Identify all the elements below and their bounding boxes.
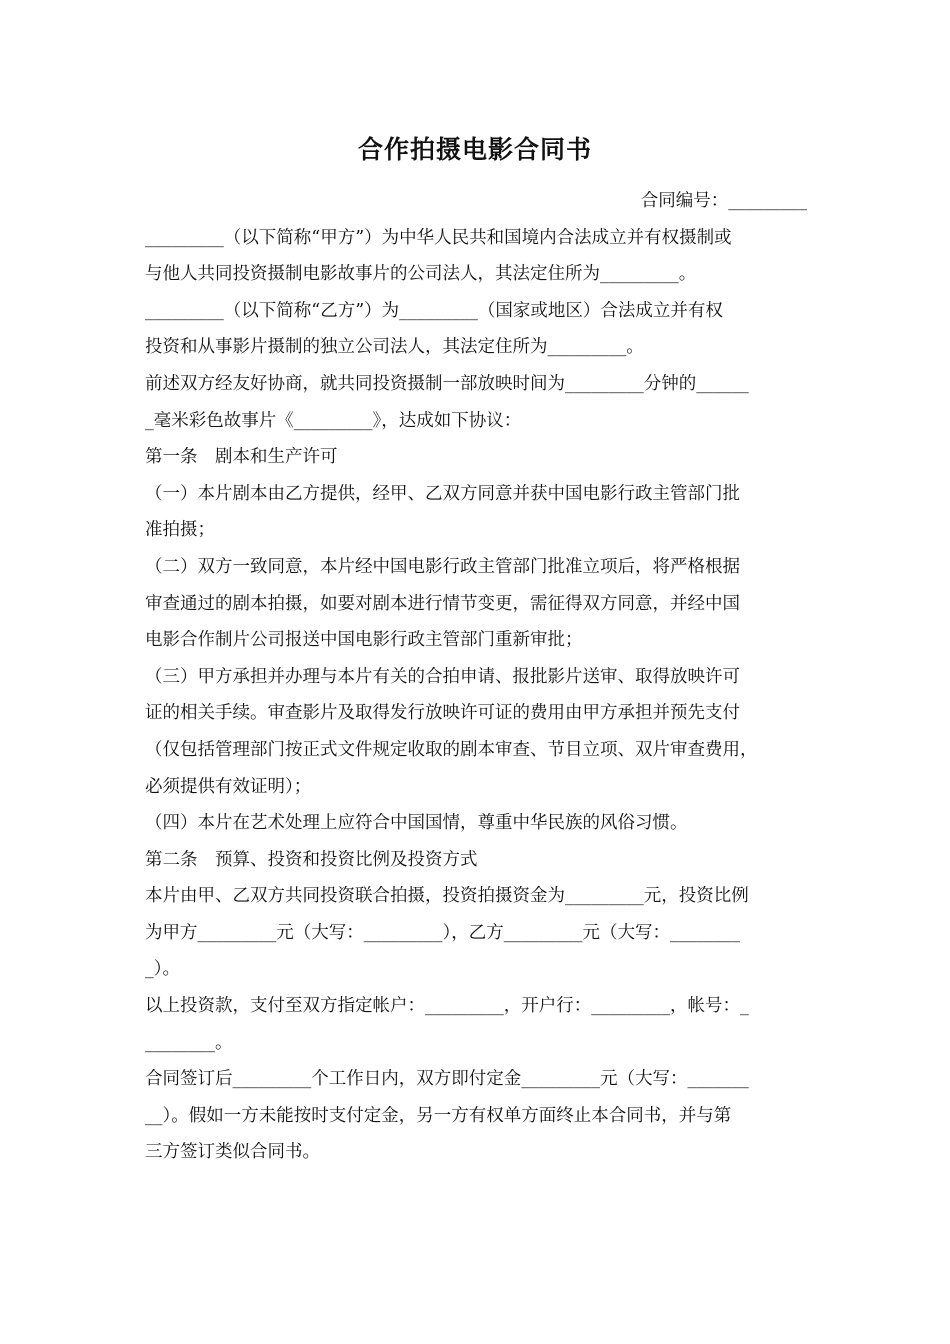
text-line: 为甲方_________元（大写：_________），乙方_________元（大写：________ bbox=[145, 922, 740, 943]
text-line: 必须提供有效证明）； bbox=[145, 776, 312, 797]
text-line: 合同签订后_________个工作日内，双方即付定金_________元（大写：_______ bbox=[145, 1069, 749, 1090]
text-line: 电影合作制片公司报送中国电影行政主管部门重新审批； bbox=[145, 630, 583, 651]
text-line: （仅包括管理部门按正式文件规定收取的剧本审查、节目立项、双片审查费用， bbox=[145, 739, 758, 760]
article-heading: 第二条 预算、投资和投资比例及投资方式 bbox=[145, 849, 478, 870]
text-line: _毫米彩色故事片《_________》，达成如下协议： bbox=[145, 410, 522, 431]
document-body bbox=[145, 183, 807, 1171]
article-heading: 第一条 剧本和生产许可 bbox=[145, 447, 338, 468]
text-line: （一）本片剧本由乙方提供，经甲、乙双方同意并获中国电影行政主管部门批 bbox=[145, 483, 740, 504]
text-line: ________。 bbox=[145, 1032, 233, 1053]
text-line: 审查通过的剧本拍摄，如要对剧本进行情节变更，需征得双方同意，并经中国 bbox=[145, 593, 740, 614]
text-line: 以上投资款，支付至双方指定帐户：_________，开户行：_________，帐号：_ bbox=[145, 996, 749, 1017]
text-line: _）。 bbox=[145, 959, 180, 980]
text-line: __）。假如一方未能按时支付定金，另一方有权单方面终止本合同书，并与第 bbox=[145, 1105, 732, 1126]
text-line: 与他人共同投资摄制电影故事片的公司法人，其法定住所为_________。 bbox=[145, 264, 697, 285]
text-line: 三方签订类似合同书。 bbox=[145, 1142, 320, 1163]
contract-number: 合同编号：_________ bbox=[640, 191, 807, 211]
text-line: _________（以下简称“乙方”）为_________（国家或地区）合法成立并有权 bbox=[145, 300, 723, 321]
text-line: 投资和从事影片摄制的独立公司法人，其法定住所为_________。 bbox=[145, 337, 644, 358]
text-line: 证的相关手续。审查影片及取得发行放映许可证的费用由甲方承担并预先支付 bbox=[145, 703, 740, 724]
text-line: 前述双方经友好协商，就共同投资摄制一部放映时间为_________分钟的______ bbox=[145, 373, 749, 394]
text-line: 准拍摄； bbox=[145, 520, 215, 541]
document-title: 合作拍摄电影合同书 bbox=[357, 135, 592, 164]
text-line: （三）甲方承担并办理与本片有关的合拍申请、报批影片送审、取得放映许可 bbox=[145, 666, 740, 687]
text-line: _________（以下简称“甲方”）为中华人民共和国境内合法成立并有权摄制或 bbox=[145, 227, 732, 248]
text-line: （二）双方一致同意，本片经中国电影行政主管部门批准立项后，将严格根据 bbox=[145, 556, 740, 577]
text-line: 本片由甲、乙双方共同投资联合拍摄，投资拍摄资金为_________元，投资比例 bbox=[145, 886, 749, 907]
text-line: （四）本片在艺术处理上应符合中国国情，尊重中华民族的风俗习惯。 bbox=[145, 813, 688, 834]
